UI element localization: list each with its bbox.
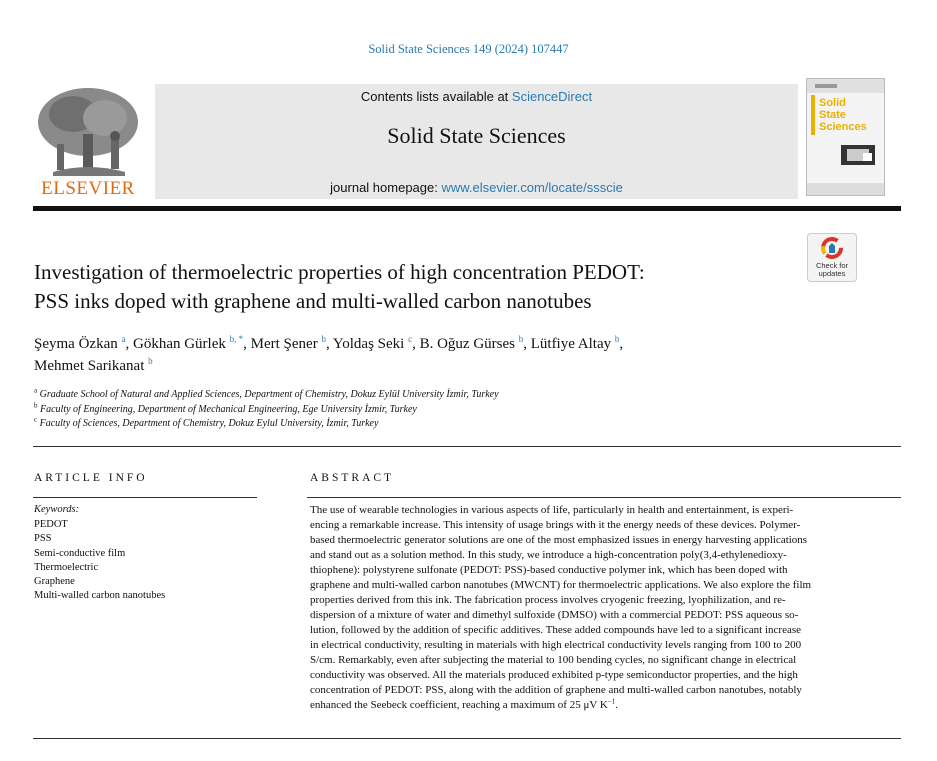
abstract-rule — [307, 497, 901, 498]
cover-line: Solid — [819, 97, 846, 109]
abstract-line: thiophene): polystyrene sulfonate (PEDOT: PSS)-based conductive polymer ink, which has been doped with — [310, 564, 788, 576]
publisher-wordmark: ELSEVIER — [41, 178, 135, 199]
abstract-line: based thermoelectric generator solutions are one of the most emphasized issues in energy harvesting applications — [310, 534, 808, 546]
abstract-line: in electrical conductivity, resulting in materials with high electrical conductivity levels ranging from 100 to 200 — [310, 639, 802, 651]
author-name[interactable]: B. Oğuz Gürses — [419, 336, 515, 352]
title-line: Investigation of thermoelectric properties of high concentration PEDOT: — [34, 260, 645, 284]
abstract-line: S/cm. Remarkably, even after subjecting the material to 100 bending cycles, no significant change in electrical — [310, 654, 797, 666]
keywords-label: Keywords: — [34, 504, 80, 515]
author-affiliation-mark[interactable]: a — [121, 334, 126, 344]
author-affiliation-mark[interactable]: b — [518, 334, 524, 344]
abstract-line: properties derived from this ink. The fabrication process involves cryogenic freezing, lyophilization, and re- — [310, 594, 786, 606]
author-line: Şeyma Özkan $^a$, Gökhan Gürlek $^{b, *}$, Mert Şener $^b$, Yoldaş Seki $^c$, B. Oğuz Gürses $^b$, Lütfiye Altay $^b$, — [34, 334, 624, 352]
contents-line — [155, 89, 798, 104]
affiliation — [34, 386, 499, 400]
abstract-line: graphene and multi-walled carbon nanotubes (MWCNT) for thermoelectric applications. We also explore the film — [310, 579, 812, 591]
cover-line: State — [819, 109, 846, 121]
keyword-item: Thermoelectric — [34, 561, 99, 573]
section-divider — [33, 446, 901, 447]
abstract-last-line — [310, 698, 901, 713]
abstract-text — [310, 503, 901, 713]
title-line: PSS inks doped with graphene and multi-walled carbon nanotubes — [34, 289, 592, 313]
updates-line2: updates — [818, 269, 846, 278]
affiliation — [34, 401, 417, 415]
journal-cover-image[interactable] — [806, 78, 885, 196]
author-name[interactable]: Gökhan Gürlek — [132, 336, 226, 352]
homepage-line — [155, 180, 798, 195]
affiliation-mark: c — [34, 415, 38, 424]
article-info-rule — [33, 497, 257, 498]
author-name[interactable]: Şeyma Özkan — [34, 336, 118, 352]
cover-title — [819, 97, 867, 133]
author-name[interactable]: Mert Şener — [250, 336, 318, 352]
check-for-updates-label — [807, 262, 857, 278]
updates-icon — [821, 237, 843, 259]
homepage-prefix: journal homepage: — [330, 180, 442, 195]
abstract-line: conductivity was observed. All the materials produced exhibited p-type semiconductor properties, and the high — [310, 669, 798, 681]
journal-title: Solid State Sciences — [387, 123, 566, 148]
header-divider — [33, 206, 901, 211]
sciencedirect-link[interactable]: ScienceDirect — [511, 89, 593, 104]
author-line — [34, 355, 794, 377]
affiliation-mark: b — [34, 401, 38, 410]
unit-exponent: −1 — [607, 697, 616, 706]
keyword-item: Semi-conductive film — [34, 547, 126, 559]
abstract-line: lution, followed by the addition of specific additives. These added compounds have led to a significant increase — [310, 624, 801, 636]
keyword-item: Multi-walled carbon nanotubes — [34, 590, 166, 602]
journal-citation-link[interactable]: Solid State Sciences 149 (2024) 107447 — [368, 42, 569, 56]
author-affiliation-mark[interactable]: b — [148, 356, 153, 366]
keyword-item: PEDOT — [34, 519, 68, 530]
contents-prefix: Contents lists available at — [360, 89, 512, 104]
affiliation — [34, 415, 379, 429]
abstract-last-text: enhanced the Seebeck coefficient, reaching a maximum of 25 μV K — [310, 699, 608, 711]
abstract-last-end: . — [615, 699, 618, 711]
author-name[interactable]: Mehmet Sarikanat — [34, 358, 145, 374]
article-title — [34, 258, 794, 316]
author-affiliation-mark[interactable]: b — [614, 334, 620, 344]
abstract-heading: ABSTRACT — [310, 472, 395, 484]
cover-line: Sciences — [819, 121, 867, 133]
abstract-line: and stand out as a solution method. In this study, we introduce a high-concentration poly(3,4-ethylenedioxy- — [310, 549, 787, 561]
author-name[interactable]: Lütfiye Altay — [530, 336, 612, 352]
affiliation-mark: a — [34, 386, 38, 395]
author-list — [34, 333, 794, 377]
journal-homepage-link[interactable]: www.elsevier.com/locate/ssscie — [441, 180, 623, 195]
author-affiliation-mark[interactable]: c — [408, 334, 413, 344]
abstract-line: dispersion of a mixture of water and dimethyl sulfoxide (DMSO) with a commercial PEDOT: PSS aqueous so- — [310, 609, 799, 621]
author-name[interactable]: Yoldaş Seki — [332, 336, 405, 352]
affiliation-text: Faculty of Sciences, Department of Chemistry, Dokuz Eylul University, İzmir, Turkey — [39, 418, 379, 429]
article-info-heading: ARTICLE INFO — [34, 472, 148, 484]
bottom-divider — [33, 738, 901, 739]
keyword-list — [34, 518, 165, 604]
abstract-line: The use of wearable technologies in various aspects of life, particularly in health and entertainment, is experi- — [310, 504, 794, 516]
affiliation-text: Graduate School of Natural and Applied Sciences, Department of Chemistry, Dokuz Eylül University İzmir, Turkey — [39, 389, 499, 400]
updates-line1: Check for — [815, 261, 849, 270]
abstract-line: encing a remarkable increase. This intensity of usage brings with it the energy needs of these devices. Polymer- — [310, 519, 801, 531]
abstract-line: concentration of PEDOT: PSS, along with the addition of graphene and multi-walled carbon nanotubes, notably — [310, 684, 802, 696]
author-affiliation-mark[interactable]: b — [321, 334, 326, 344]
affiliation-text: Faculty of Engineering, Department of Mechanical Engineering, Ege University İzmir, Turkey — [40, 404, 417, 415]
author-affiliation-mark[interactable]: b, * — [229, 334, 244, 344]
keyword-item: Graphene — [34, 576, 75, 588]
keyword-item: PSS — [34, 533, 52, 545]
